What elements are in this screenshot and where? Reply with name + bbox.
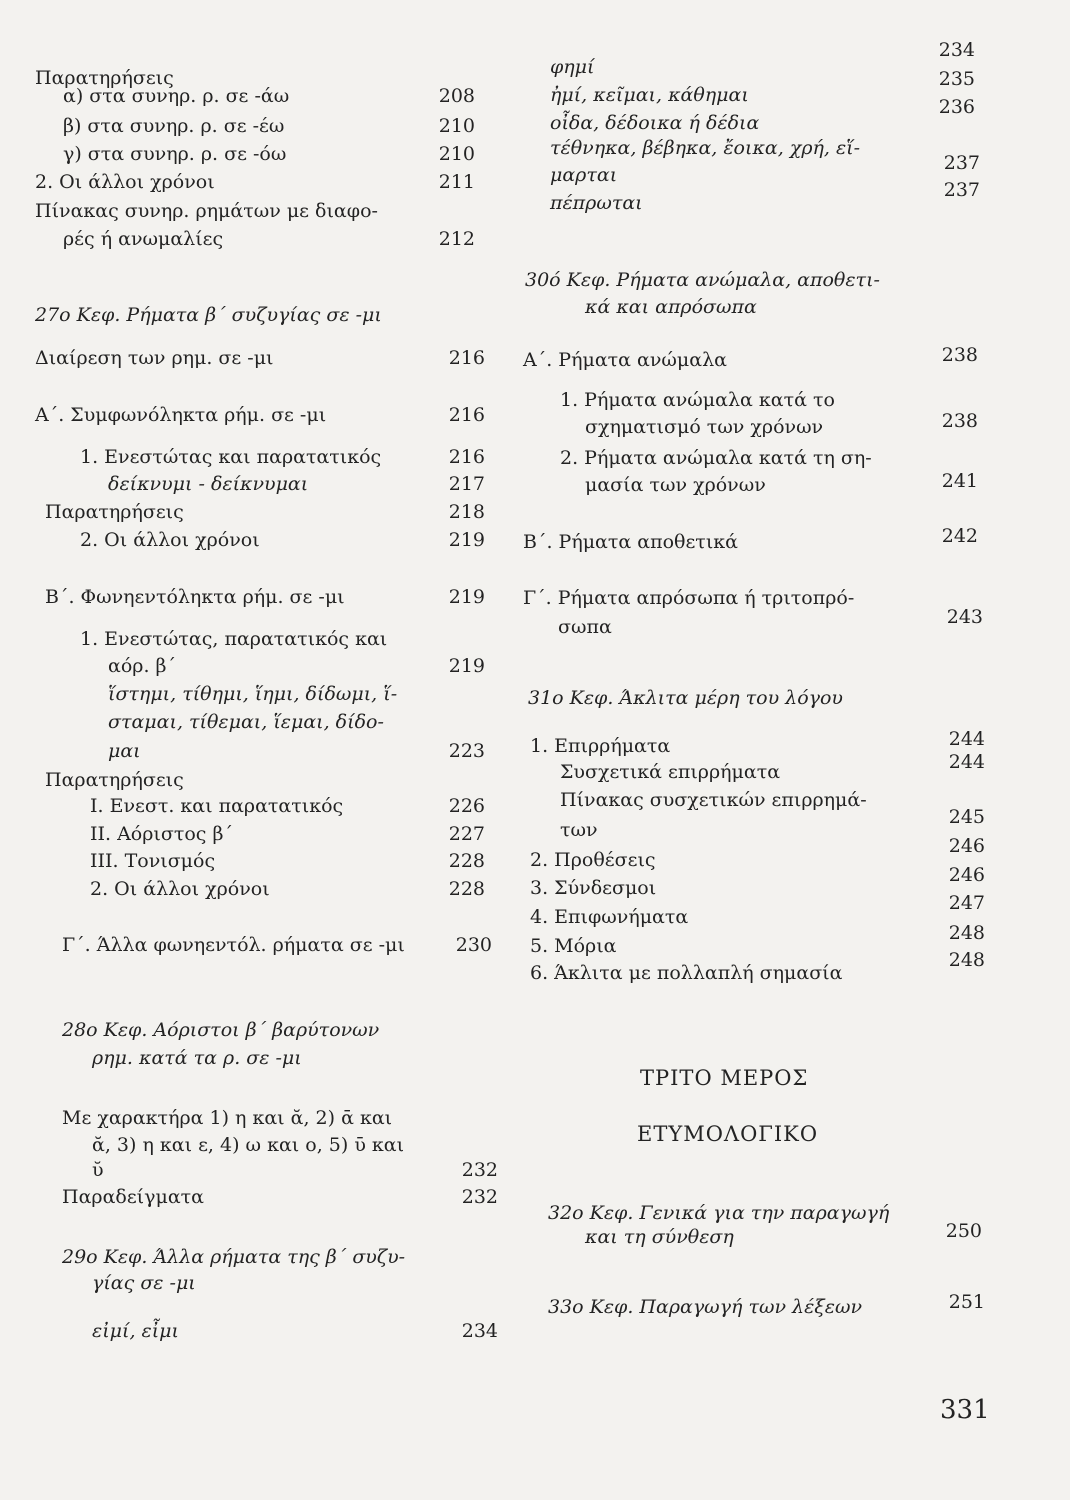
entry-page-number: 228 <box>448 878 485 900</box>
toc-entry <box>520 583 1070 613</box>
entry-page-number: 238 <box>941 410 978 432</box>
toc-entry <box>0 400 520 430</box>
toc-entry <box>520 892 1070 932</box>
entry-text: 1. Ενεστώτας, παρατατικός και <box>80 628 388 650</box>
chapter-heading <box>0 1043 520 1073</box>
chapter-heading <box>520 1292 1070 1322</box>
toc-entry <box>520 443 1070 473</box>
entry-text: εἰμί, εἶμι <box>92 1320 179 1342</box>
entry-page-number: 228 <box>448 850 485 872</box>
chapter-heading <box>0 300 520 330</box>
entry-text: Παραδείγματα <box>62 1186 205 1208</box>
chapter-heading <box>520 1222 1070 1252</box>
toc-entry <box>520 835 1070 875</box>
entry-page-number: 248 <box>948 949 985 971</box>
entry-text: Συσχετικά επιρρήματα <box>560 761 781 783</box>
entry-text: σχηματισμό των χρόνων <box>585 416 824 438</box>
toc-entry <box>0 791 520 821</box>
entry-page-number: 217 <box>448 473 485 495</box>
entry-page-number: 247 <box>948 892 985 914</box>
toc-entry <box>0 930 520 960</box>
toc-entry <box>520 949 1070 988</box>
entry-text: 1. Ρήματα ανώμαλα κατά το <box>560 389 835 411</box>
toc-entry <box>520 864 1070 903</box>
toc-entry <box>520 52 1070 90</box>
toc-entry <box>520 922 1070 961</box>
part-subheading: ΕΤΥΜΟΛΟΓΙΚΟ <box>637 1122 819 1146</box>
entry-text: Ι. Ενεστ. και παρατατικός <box>90 795 344 817</box>
entry-text: 27ο Κεφ. Ρήματα β΄ συζυγίας σε -μι <box>35 304 382 326</box>
toc-entry <box>0 111 520 141</box>
chapter-heading <box>0 1268 520 1298</box>
entry-page-number: 210 <box>438 143 475 165</box>
entry-page-number: 216 <box>448 347 485 369</box>
toc-entry <box>0 1316 520 1346</box>
toc-entry <box>0 525 520 555</box>
toc-entry <box>0 819 520 849</box>
toc-entry <box>520 470 1070 500</box>
entry-text: ἵστημι, τίθημι, ἵημι, δίδωμι, ἵ- <box>108 683 398 705</box>
entry-page-number: 238 <box>941 344 978 366</box>
toc-entry <box>0 1182 520 1212</box>
toc-entry <box>520 188 1070 218</box>
toc-entry <box>0 167 520 197</box>
entry-text: 28ο Κεφ. Αόριστοι β΄ βαρύτονων <box>62 1019 380 1041</box>
entry-page-number: 235 <box>938 68 975 90</box>
toc-entry <box>520 606 1070 642</box>
entry-page-number: 211 <box>438 171 475 193</box>
entry-text: Παρατηρήσεις <box>45 769 184 791</box>
chapter-heading <box>0 1015 520 1045</box>
entry-text: 30ό Κεφ. Ρήματα ανώμαλα, αποθετι- <box>525 269 880 291</box>
toc-entry <box>520 160 1070 201</box>
entry-text: 2. Οι άλλοι χρόνοι <box>35 171 215 193</box>
entry-text: ῠ <box>92 1159 104 1181</box>
entry-page-number: 244 <box>948 728 985 750</box>
toc-entry <box>520 80 1070 118</box>
entry-page-number: 234 <box>938 39 975 61</box>
toc-entry <box>0 196 520 226</box>
entry-text: 31ο Κεφ. Άκλιτα μέρη του λόγου <box>528 687 843 709</box>
entry-text: πέπρωται <box>550 192 643 214</box>
entry-page-number: 242 <box>941 525 978 547</box>
entry-page-number: 210 <box>438 115 475 137</box>
entry-text: 6. Άκλιτα με πολλαπλή σημασία <box>530 962 843 984</box>
toc-entry <box>0 1103 520 1133</box>
entry-text: 2. Ρήματα ανώμαλα κατά τη ση- <box>560 447 872 469</box>
entry-text: Γ΄. Ρήματα απρόσωπα ή τριτοπρό- <box>523 587 855 609</box>
entry-page-number: 226 <box>448 795 485 817</box>
entry-text: 32ο Κεφ. Γενικά για την παραγωγή <box>548 1202 890 1224</box>
entry-text: ΙΙ. Αόριστος β΄ <box>90 823 233 845</box>
entry-text: Πίνακας συσχετικών επιρρημά- <box>560 789 867 811</box>
part-heading: ΤΡΙΤΟ ΜΕΡΟΣ <box>640 1066 809 1090</box>
entry-page-number: 251 <box>948 1291 985 1313</box>
entry-page-number: 208 <box>438 85 475 107</box>
entry-text: ΙΙΙ. Τονισμός <box>90 850 216 872</box>
entry-text: 33ο Κεφ. Παραγωγή των λέξεων <box>548 1296 862 1318</box>
toc-entry <box>520 785 1070 815</box>
toc-entry <box>0 497 520 527</box>
entry-text: Γ΄. Άλλα φωνηεντόλ. ρήματα σε -μι <box>62 934 405 956</box>
entry-text: ἠμί, κεῖμαι, κάθημαι <box>550 84 749 106</box>
entry-text: Παρατηρήσεις <box>35 67 174 89</box>
entry-text: Β΄. Φωνηεντόληκτα ρήμ. σε -μι <box>45 586 345 608</box>
toc-entry <box>520 385 1070 415</box>
entry-page-number: 246 <box>948 835 985 857</box>
entry-text: 1. Επιρρήματα <box>530 735 671 757</box>
entry-text: 4. Επιφωνήματα <box>530 906 689 928</box>
entry-text: ρές ή ανωμαλίες <box>63 228 224 250</box>
entry-page-number: 236 <box>938 96 975 118</box>
entry-text: μαρται <box>550 164 618 186</box>
toc-entry <box>0 81 520 111</box>
toc-entry <box>0 582 520 612</box>
entry-page-number: 234 <box>461 1320 498 1342</box>
toc-entry <box>0 624 520 654</box>
toc-entry <box>0 736 520 766</box>
entry-text: ᾰ, 3) η και ε, 4) ω και ο, 5) ῡ και <box>92 1134 405 1156</box>
entry-page-number: 230 <box>455 934 492 956</box>
entry-text: 2. Οι άλλοι χρόνοι <box>90 878 270 900</box>
toc-entry <box>520 133 1070 174</box>
entry-text: 5. Μόρια <box>530 935 617 957</box>
toc-entry <box>520 412 1070 442</box>
chapter-heading <box>520 265 1070 295</box>
entry-page-number: 232 <box>461 1159 498 1181</box>
entry-text: Παρατηρήσεις <box>45 501 184 523</box>
entry-page-number: 219 <box>448 586 485 608</box>
toc-entry <box>0 1155 520 1185</box>
entry-text: γ) στα συνηρ. ρ. σε -όω <box>63 143 287 165</box>
entry-text: φημί <box>550 56 595 78</box>
entry-page-number: 248 <box>948 922 985 944</box>
toc-entry <box>520 527 1070 557</box>
toc-entry <box>0 343 520 373</box>
toc-entry <box>0 679 520 709</box>
entry-page-number: 245 <box>948 806 985 828</box>
entry-text: Πίνακας συνηρ. ρημάτων με διαφο- <box>35 200 378 222</box>
toc-entry <box>520 345 1070 375</box>
entry-page-number: 223 <box>448 740 485 762</box>
toc-entry <box>0 651 520 681</box>
entry-text: και τη σύνθεση <box>585 1226 734 1248</box>
entry-text: 2. Οι άλλοι χρόνοι <box>80 529 260 551</box>
entry-page-number: 212 <box>438 228 475 250</box>
entry-page-number: 219 <box>448 655 485 677</box>
entry-text: 29ο Κεφ. Άλλα ρήματα της β΄ συζυ- <box>62 1246 406 1268</box>
entry-text: β) στα συνηρ. ρ. σε -έω <box>63 115 285 137</box>
toc-entry <box>0 442 520 472</box>
entry-page-number: 232 <box>461 1186 498 1208</box>
entry-text: Διαίρεση των ρημ. σε -μι <box>35 347 274 369</box>
entry-text: κά και απρόσωπα <box>585 296 757 318</box>
entry-text: των <box>560 819 598 841</box>
entry-text: 3. Σύνδεσμοι <box>530 877 657 899</box>
entry-page-number: 244 <box>948 751 985 773</box>
toc-entry <box>520 751 1070 787</box>
entry-text: τέθνηκα, βέβηκα, ἔοικα, χρή, εἵ- <box>550 137 861 159</box>
entry-text: γίας σε -μι <box>92 1272 196 1294</box>
entry-text: 1. Ενεστώτας και παρατατικός <box>80 446 382 468</box>
entry-text: οἶδα, δέδοικα ή δέδια <box>550 112 760 134</box>
entry-text: ρημ. κατά τα ρ. σε -μι <box>92 1047 302 1069</box>
toc-entry <box>0 874 520 904</box>
entry-page-number: 243 <box>946 606 983 628</box>
entry-page-number: 218 <box>448 501 485 523</box>
entry-text: μαι <box>108 740 141 762</box>
toc-entry <box>0 224 520 254</box>
entry-text: Β΄. Ρήματα αποθετικά <box>523 531 738 553</box>
entry-page-number: 237 <box>943 179 980 201</box>
entry-text: Με χαρακτήρα 1) η και ᾰ, 2) ᾱ και <box>62 1107 393 1129</box>
toc-entry <box>0 139 520 169</box>
toc-entry <box>0 469 520 499</box>
entry-page-number: 227 <box>448 823 485 845</box>
entry-text: α) στα συνηρ. ρ. σε -άω <box>63 85 290 107</box>
toc-entry <box>0 846 520 876</box>
entry-text: αόρ. β΄ <box>108 655 177 677</box>
entry-page-number: 219 <box>448 529 485 551</box>
entry-page-number: 216 <box>448 446 485 468</box>
entry-text: δείκνυμι - δείκνυμαι <box>108 473 309 495</box>
chapter-heading <box>520 683 1070 713</box>
toc-entry <box>0 707 520 737</box>
entry-page-number: 237 <box>943 152 980 174</box>
entry-page-number: 250 <box>945 1220 982 1242</box>
entry-page-number: 241 <box>941 470 978 492</box>
entry-text: Α΄. Ρήματα ανώμαλα <box>523 349 727 371</box>
entry-text: σταμαι, τίθεμαι, ἵεμαι, δίδο- <box>108 711 384 733</box>
entry-page-number: 246 <box>948 864 985 886</box>
entry-text: Α΄. Συμφωνόληκτα ρήμ. σε -μι <box>35 404 327 426</box>
entry-text: σωπα <box>558 616 612 638</box>
entry-page-number: 216 <box>448 404 485 426</box>
entry-text: μασία των χρόνων <box>585 474 766 496</box>
chapter-heading <box>520 292 1070 322</box>
toc-entry <box>520 806 1070 845</box>
page-number: 331 <box>940 1395 990 1425</box>
entry-text: 2. Προθέσεις <box>530 849 656 871</box>
